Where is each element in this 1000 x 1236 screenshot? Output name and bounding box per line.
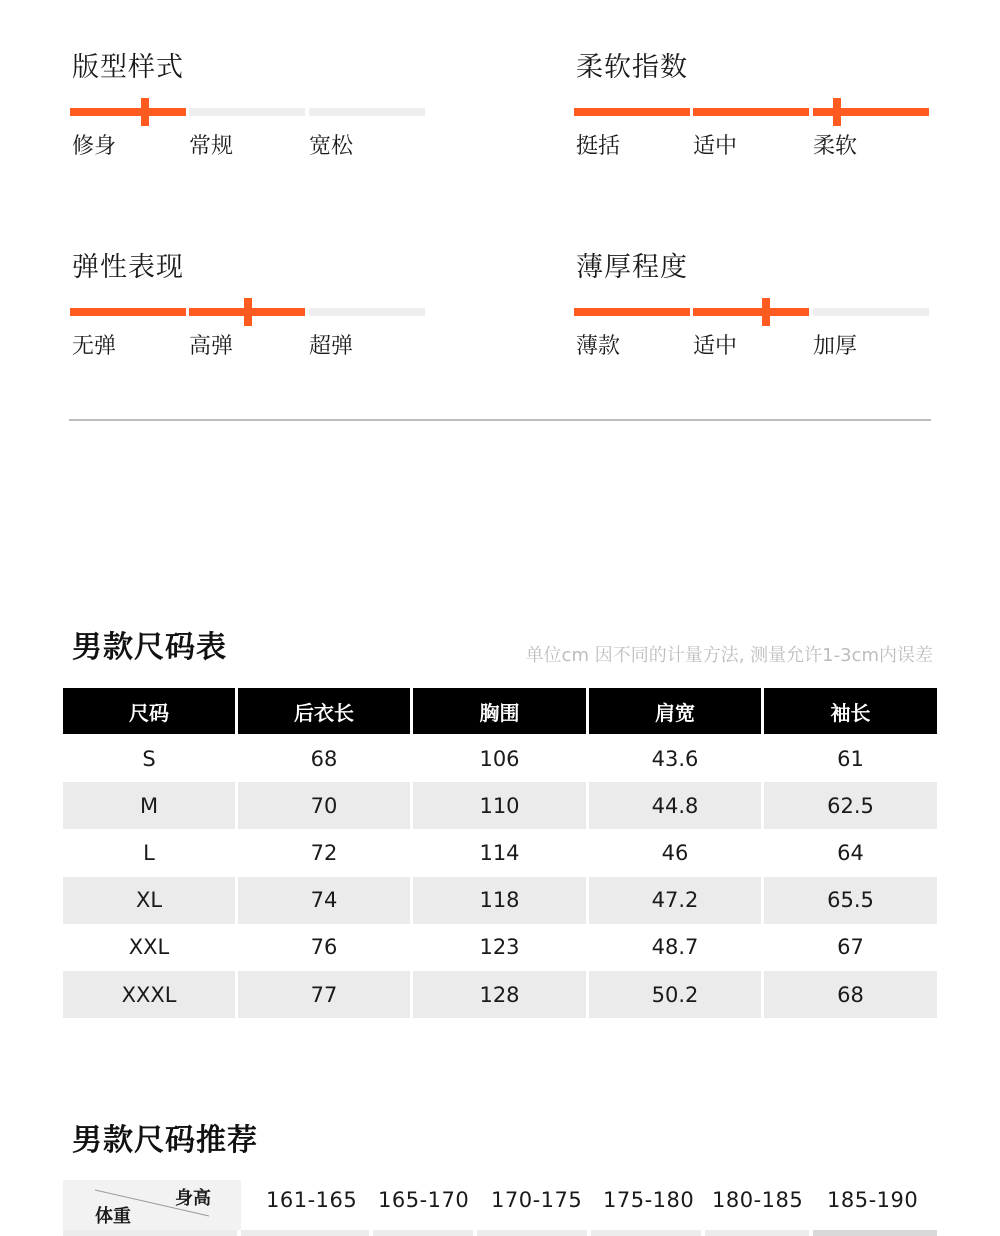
meter-segment — [813, 108, 929, 116]
table-cell: 62.5 — [764, 782, 937, 829]
table-row — [63, 877, 937, 924]
meter-label: 修身 — [72, 134, 117, 159]
height-range: 185-190 — [827, 1188, 919, 1212]
header-cell: 尺码 — [63, 688, 235, 734]
row-divider — [373, 1230, 473, 1236]
attr-title: 薄厚程度 — [576, 252, 688, 283]
table-row — [63, 924, 937, 971]
meter-segment — [309, 308, 425, 316]
table-header-row — [63, 688, 937, 734]
table-cell: 70 — [238, 782, 410, 829]
attr-title: 弹性表现 — [72, 252, 184, 283]
diagonal-divider — [63, 1180, 241, 1230]
meter-segment — [574, 108, 690, 116]
attr-title: 版型样式 — [72, 52, 184, 83]
meter-marker — [141, 98, 149, 126]
table-cell: 118 — [413, 877, 586, 924]
meter-label: 挺括 — [576, 134, 621, 159]
height-range: 165-170 — [378, 1188, 470, 1212]
section-divider — [69, 419, 931, 421]
row-divider — [63, 1230, 237, 1236]
meter-label: 适中 — [693, 134, 738, 159]
unit-note: 单位cm 因不同的计量方法, 测量允许1-3cm内误差 — [525, 645, 933, 666]
meter-segment — [70, 108, 186, 116]
table-cell: 44.8 — [589, 782, 761, 829]
table-cell: L — [143, 840, 155, 865]
attr-fit — [70, 50, 426, 180]
meter-marker — [244, 298, 252, 326]
table-cell: 68 — [764, 971, 937, 1018]
header-cell: 后衣长 — [238, 688, 410, 734]
table-row — [63, 782, 937, 829]
table-cell: 48.7 — [651, 935, 699, 960]
meter-label: 加厚 — [813, 334, 858, 359]
table-cell: 110 — [413, 782, 586, 829]
height-range: 175-180 — [603, 1188, 695, 1212]
meter-segment — [693, 308, 809, 316]
attr-elasticity — [70, 250, 426, 380]
table-cell: XXL — [128, 935, 170, 960]
meter-label: 柔软 — [813, 134, 858, 159]
row-divider — [241, 1230, 369, 1236]
attr-softness — [574, 50, 930, 180]
table-cell: 74 — [238, 877, 410, 924]
height-axis-label: 身高 — [175, 1188, 211, 1209]
recommendation-title: 男款尺码推荐 — [72, 1123, 258, 1158]
table-cell: 77 — [238, 971, 410, 1018]
meter-segment — [189, 108, 305, 116]
attr-thickness — [574, 250, 930, 380]
table-row — [63, 829, 937, 876]
meter-segment — [813, 308, 929, 316]
row-divider — [477, 1230, 587, 1236]
meter-label: 薄款 — [576, 334, 621, 359]
table-cell: 46 — [661, 840, 689, 865]
height-range: 170-175 — [491, 1188, 583, 1212]
meter-label: 高弹 — [189, 334, 234, 359]
height-range: 161-165 — [266, 1188, 358, 1212]
table-row — [63, 971, 937, 1018]
header-cell: 袖长 — [764, 688, 937, 734]
table-cell: XL — [63, 877, 235, 924]
table-cell: 47.2 — [589, 877, 761, 924]
table-cell: 68 — [310, 746, 338, 771]
weight-axis-label: 体重 — [95, 1206, 131, 1227]
meter-segment — [309, 108, 425, 116]
meter-label: 适中 — [693, 334, 738, 359]
row-divider — [813, 1230, 937, 1236]
height-range: 180-185 — [712, 1188, 804, 1212]
table-cell: XXXL — [63, 971, 235, 1018]
size-table-title: 男款尺码表 — [72, 630, 227, 665]
table-cell: 123 — [479, 935, 520, 960]
meter-label: 无弹 — [72, 334, 117, 359]
table-cell: 128 — [413, 971, 586, 1018]
table-cell: 61 — [837, 746, 864, 771]
table-cell: 65.5 — [764, 877, 937, 924]
table-cell: 106 — [479, 746, 520, 771]
size-table — [63, 688, 937, 1018]
meter-marker — [833, 98, 841, 126]
meter-segment — [70, 308, 186, 316]
meter-label: 宽松 — [309, 134, 354, 159]
table-cell: 43.6 — [651, 746, 699, 771]
meter-segment — [693, 108, 809, 116]
meter-segment — [574, 308, 690, 316]
header-cell: 肩宽 — [589, 688, 761, 734]
table-cell: 72 — [310, 840, 338, 865]
attr-title: 柔软指数 — [576, 52, 688, 83]
table-cell: M — [63, 782, 235, 829]
meter-label: 常规 — [189, 134, 234, 159]
recommendation-corner-cell — [63, 1180, 241, 1230]
table-cell: S — [142, 746, 156, 771]
row-divider — [591, 1230, 701, 1236]
header-cell: 胸围 — [413, 688, 586, 734]
table-row — [63, 735, 937, 782]
table-cell: 64 — [837, 840, 864, 865]
table-cell: 67 — [837, 935, 864, 960]
row-divider — [705, 1230, 809, 1236]
table-cell: 114 — [479, 840, 520, 865]
recommendation-table — [63, 1180, 937, 1236]
meter-marker — [762, 298, 770, 326]
table-cell: 76 — [310, 935, 338, 960]
meter-label: 超弹 — [309, 334, 354, 359]
table-cell: 50.2 — [589, 971, 761, 1018]
